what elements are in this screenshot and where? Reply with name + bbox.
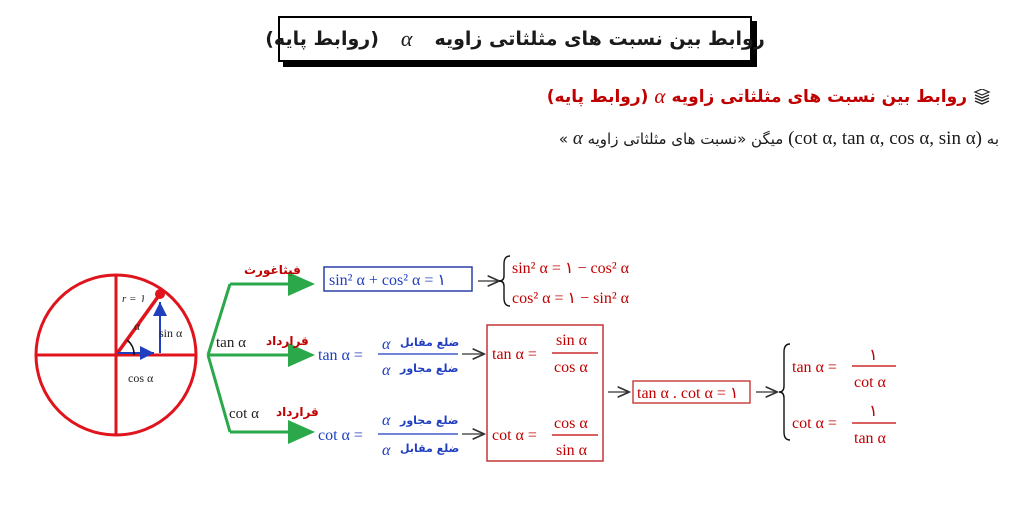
cot-def-adjacent: ضلع مجاور [400,414,459,427]
branch-tan-label: tan α [216,335,246,351]
heading-text: روابط بین نسبت های مثلثاتی زاویه [671,86,967,107]
cos-label: cos α [128,371,154,385]
reciprocal-brace [779,344,790,440]
title-suffix: (روابط پایه) [265,28,379,50]
cot-quotient-num: cos α [554,415,588,432]
convention-label-tan: قرارداد [266,334,309,348]
radius-label: r = ۱ [122,293,146,305]
tan-def-alpha-bottom: α [382,362,391,379]
cot-quotient-den: sin α [556,442,588,459]
branch-trunk-lower [208,355,230,432]
heading-suffix: (روابط پایه) [546,86,649,107]
heading-alpha: α [654,84,666,108]
tan-quotient-den: cos α [554,359,588,376]
pyth-brace [499,256,510,306]
angle-label: α [134,319,141,333]
cot-def-alpha-bottom: α [382,442,391,459]
recip-cot-lhs: cot α = [792,415,837,432]
tan-quotient-lhs: tan α = [492,346,537,363]
tan-quotient-num: sin α [556,332,588,349]
tan-def-opposite: ضلع مقابل [400,336,460,349]
subline-close: » [558,130,569,148]
subline-prefix: به [986,130,999,148]
cot-def-alpha-top: α [382,412,391,429]
recip-tan-lhs: tan α = [792,359,837,376]
title-text: روابط بین نسبت های مثلثاتی زاویه [434,28,765,50]
sin-label: sin α [159,326,183,340]
cot-def-lhs: cot α = [318,427,363,444]
title-alpha: α [400,26,413,51]
recip-tan-den: cot α [854,374,886,391]
tan-def-alpha-top: α [382,336,391,353]
sin-squared-identity: sin² α = ۱ − cos² α [512,260,629,277]
tan-def-lhs: tan α = [318,347,363,364]
product-identity: tan α . cot α = ۱ [637,385,739,402]
subline-middle: میگن «نسبت های مثلثاتی زاویه [587,130,784,148]
radius-endpoint [155,289,165,299]
tan-def-adjacent: ضلع مجاور [400,362,459,375]
pythagoras-label: فیثاغورث [244,263,301,277]
convention-label-cot: قرارداد [276,405,319,419]
subline-alpha: α [572,128,583,149]
cos-squared-identity: cos² α = ۱ − sin² α [512,290,629,307]
recip-tan-num: ۱ [869,347,878,364]
unit-circle [36,275,196,435]
recip-cot-den: tan α [854,430,886,447]
branch-cot-label: cot α [229,406,259,422]
cot-def-opposite: ضلع مقابل [400,442,460,455]
recip-cot-num: ۱ [869,403,878,420]
pythagoras-identity: sin² α + cos² α = ۱ [329,272,446,289]
subline-math: (cot α, tan α, cos α, sin α) [788,128,982,149]
cot-quotient-lhs: cot α = [492,427,537,444]
